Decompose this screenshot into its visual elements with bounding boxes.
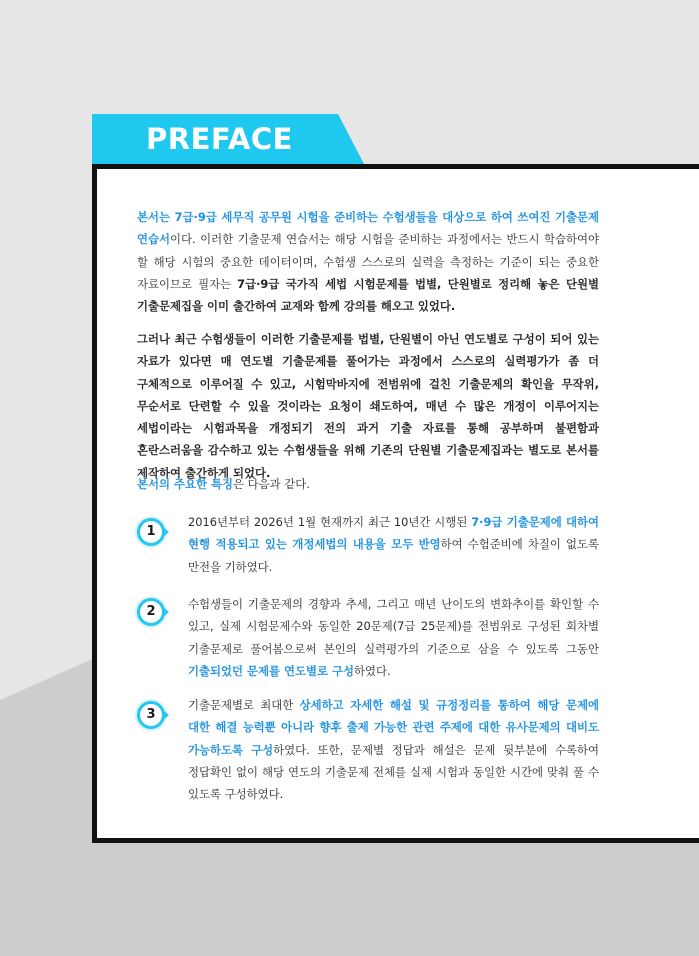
body-text: 기출문제별로 최대한 [188,698,300,712]
highlight-text: 기출되었던 문제를 연도별로 구성 [188,663,354,678]
item-number-badge [137,701,165,729]
item-number: 1 [146,524,156,539]
item-number-badge [137,518,165,546]
feature-item-3 [188,694,599,805]
feature-item-2 [188,593,599,682]
highlight-text: 상세하고 자세한 해설 및 규정정리를 통하여 해당 문제에 대한 해결 능력뿐 아니라 향후 출제 가능한 관련 주제에 대한 유사문제의 대비도 가능하도록 구성 [188,698,599,757]
paragraph-features-lead [137,473,599,495]
body-text: 수험생들이 기출문제의 경향과 추세, 그리고 매년 난이도의 변화추이를 확인할 수 있고, 실제 시험문제수와 동일한 20문제(7급 25문제)를 전범위로 구성된 회차별 기출문제로 풀어봄으로써 본인의 실력평가의 기준으로 삼을 수 있도록 그동안 [188,597,599,656]
body-text: 이다. 이러한 기출문제 연습서는 해당 시험을 준비하는 과정에서는 반드시 학습하여야 할 해당 시험의 중요한 데이터이며, 수험생 스스로의 실력을 측정하는 기준이 되는 중요한 자료이므로 필자는 [137,232,599,291]
body-text: 은 다음과 같다. [232,477,310,491]
bold-text: 7급·9급 국가직 세법 시험문제를 법별, 단원별로 정리해 놓은 단원별 기출문제집을 이미 출간하여 교재와 함께 강의를 해오고 있었다. [137,276,599,314]
item-number: 3 [146,707,156,722]
highlight-text: 본서의 주요한 특징 [137,477,233,491]
page-title: PREFACE [146,122,293,156]
item-number-badge [137,598,165,626]
body-text: 하였다. [353,663,391,678]
feature-item-1 [188,511,599,578]
body-text: 2016년부터 2026년 1월 현재까지 최근 10년간 시행된 [188,515,472,529]
highlight-text: 7·9급 기출문제에 대하여 현행 적용되고 있는 개정세법의 내용을 모두 반영 [188,515,599,552]
body-text: 하여 수험준비에 차질이 없도록 만전을 기하였다. [188,537,599,574]
paragraph-intro [137,206,599,317]
body-text: 하였다. 또한, 문제별 정답과 해설은 문제 뒷부분에 수록하여 정답확인 없이 해당 연도의 기출문제 전체를 실제 시험과 동일한 시간에 맞춰 풀 수 있도록 구성하였다. [188,742,599,802]
paragraph-background: 그러나 최근 수험생들이 이러한 기출문제를 법별, 단원별이 아닌 연도별로 구성이 되어 있는 자료가 있다면 매 연도별 기출문제를 풀어가는 과정에서 스스로의 실력평가가 좀 더 구체적으로 이루어질 수 있고, 시험막바지에 전범위에 걸친 기출문제의 확인을 무작위, 무순서로 단련할 수 있을 것이라는 요청이 쇄도하여, 매년 수 많은 개정이 이루어지는 세법이라는 시험과목을 개정되기 전의 과거 기출 자료를 통해 공부하며 불편함과 혼란스러움을 감수하고 있는 수험생들을 위해 기존의 단원별 기출문제집과는 별도로 본서를 제작하여 출간하게 되었다. [137,332,599,480]
highlight-text: 본서는 7급·9급 세무직 공무원 시험을 준비하는 수험생들을 대상으로 하여 쓰여진 기출문제 연습서 [137,210,599,247]
item-number: 2 [146,604,156,619]
